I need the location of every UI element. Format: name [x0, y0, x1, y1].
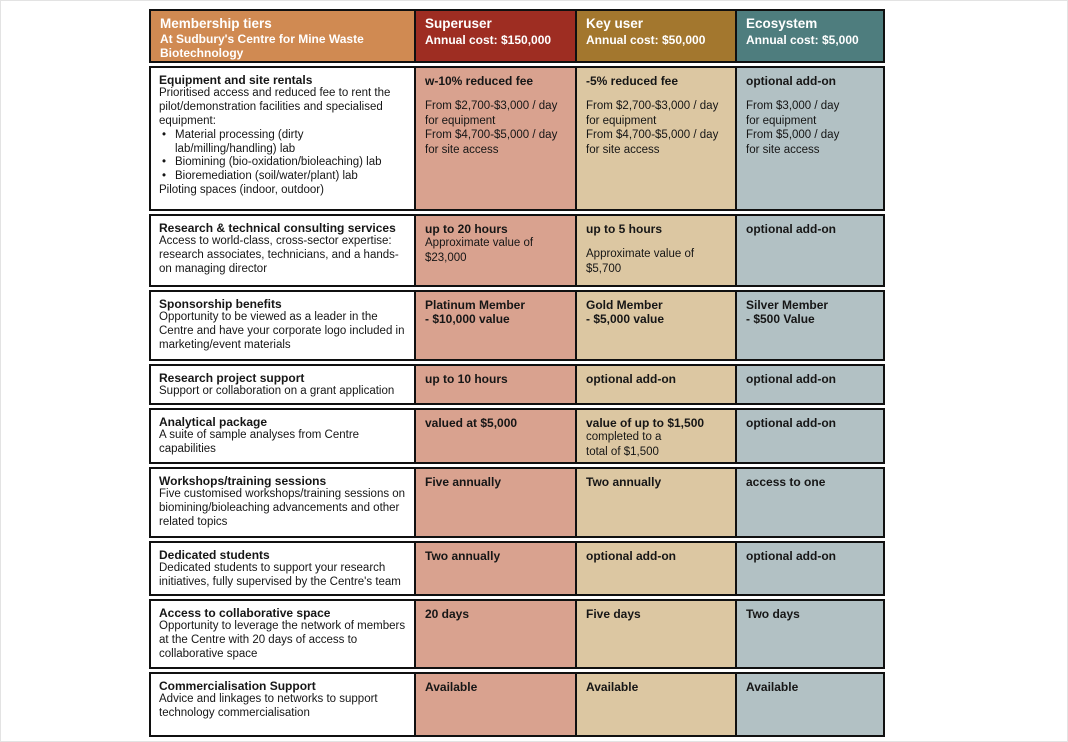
feature-title: Sponsorship benefits — [159, 297, 282, 311]
cell-line-bold: Silver Member — [746, 298, 829, 312]
table-row — [149, 408, 891, 464]
cell-line: From $3,000 / day — [746, 100, 840, 113]
cell-line-bold: - $5,000 value — [586, 312, 665, 327]
cell-line-bold: value of up to $1,500 — [586, 416, 705, 430]
feature-cell — [149, 408, 416, 464]
cell-line — [746, 88, 875, 99]
cell-ecosystem — [735, 66, 885, 211]
feature-desc: Support or collaboration on a grant application — [159, 385, 395, 398]
cell-line-bold: - $10,000 value — [425, 312, 510, 327]
cell-line-bold: up to 20 hours — [425, 222, 508, 236]
bullet-text: Biomining (bio-oxidation/bioleaching) lab — [175, 156, 382, 169]
table-row — [149, 290, 891, 361]
cell-line: From $4,700-$5,000 / day — [586, 129, 719, 142]
tier-header-superuser — [414, 9, 577, 63]
table-header-row — [149, 9, 891, 63]
feature-desc: Opportunity to be viewed as a leader in the Centre and have your corporate logo included in marketing/event materials — [159, 311, 405, 351]
table-subtitle: At Sudbury's Centre for Mine Waste Biotechnology — [160, 32, 364, 60]
cell-line-bold: optional add-on — [746, 416, 836, 430]
cell-line-bold: up to 5 hours — [586, 222, 662, 236]
cell-superuser — [414, 66, 577, 211]
cell-line-bold: Available — [746, 680, 799, 694]
feature-desc: Access to world-class, cross-sector expertise: research associates, technicians, and a hands-on managing director — [159, 235, 399, 275]
tier-name-ecosystem: Ecosystem — [746, 16, 818, 31]
cell-superuser — [414, 214, 577, 287]
cell-line — [425, 88, 567, 99]
cell-line: for site access — [586, 143, 660, 156]
bullet-icon: • — [162, 156, 167, 169]
cell-line: $5,700 — [586, 262, 622, 275]
cell-ecosystem — [735, 408, 885, 464]
cell-ecosystem — [735, 214, 885, 287]
cell-superuser — [414, 364, 577, 405]
feature-bullet — [159, 156, 408, 170]
feature-desc: Prioritised access and reduced fee to rent the pilot/demonstration facilities and specialised equipment: — [159, 87, 391, 127]
cell-line: total of $1,500 — [586, 445, 659, 458]
feature-cell — [149, 364, 416, 405]
feature-cell — [149, 541, 416, 596]
cell-line — [586, 236, 727, 247]
cell-line-bold: w-10% reduced fee — [425, 74, 534, 88]
cell-line-bold: optional add-on — [746, 549, 836, 563]
cell-line-bold: optional add-on — [746, 222, 836, 236]
cell-superuser — [414, 467, 577, 538]
cell-line: From $4,700-$5,000 / day — [425, 129, 558, 142]
cell-line-bold: Two days — [746, 607, 800, 621]
cell-keyuser — [575, 66, 737, 211]
cell-line-bold: Five annually — [425, 475, 502, 489]
cell-line: From $5,000 / day — [746, 129, 840, 142]
membership-tiers-table — [149, 9, 891, 740]
cell-line-bold: Gold Member — [586, 298, 663, 312]
table-row — [149, 672, 891, 737]
cell-superuser — [414, 541, 577, 596]
tier-name-keyuser: Key user — [586, 16, 644, 31]
bullet-icon: • — [162, 128, 167, 141]
cell-ecosystem — [735, 364, 885, 405]
tier-header-keyuser — [575, 9, 737, 63]
cell-line-bold: valued at $5,000 — [425, 416, 518, 430]
cell-keyuser — [575, 364, 737, 405]
cell-keyuser — [575, 599, 737, 669]
tiers-header-cell — [149, 9, 416, 63]
feature-cell — [149, 467, 416, 538]
cell-line: $23,000 — [425, 251, 467, 264]
feature-cell — [149, 599, 416, 669]
bullet-icon: • — [162, 170, 167, 183]
cell-line-bold: Two annually — [425, 549, 501, 563]
feature-title: Research & technical consulting services — [159, 221, 396, 235]
cell-line-bold: - $500 Value — [746, 312, 815, 327]
feature-desc: A suite of sample analyses from Centre capabilities — [159, 429, 360, 456]
cell-line: Approximate value of — [586, 248, 695, 261]
cell-line-bold: Two annually — [586, 475, 662, 489]
cell-keyuser — [575, 408, 737, 464]
feature-title: Equipment and site rentals — [159, 73, 313, 87]
feature-cell — [149, 66, 416, 211]
cell-line: for equipment — [746, 114, 817, 127]
cell-line: Approximate value of — [425, 237, 534, 250]
tier-name-superuser: Superuser — [425, 16, 492, 31]
tier-cost-keyuser: Annual cost: $50,000 — [586, 33, 706, 48]
feature-desc: Five customised workshops/training sessions on biomining/bioleaching advancements and other related topics — [159, 488, 406, 528]
cell-line: completed to a — [586, 431, 662, 444]
feature-bullet — [159, 170, 408, 184]
feature-bullet — [159, 129, 408, 157]
feature-title: Access to collaborative space — [159, 606, 331, 620]
feature-title: Research project support — [159, 371, 305, 385]
cell-ecosystem — [735, 541, 885, 596]
cell-keyuser — [575, 214, 737, 287]
feature-title: Dedicated students — [159, 548, 270, 562]
cell-superuser — [414, 599, 577, 669]
table-body — [149, 66, 891, 737]
cell-line-bold: optional add-on — [746, 74, 836, 88]
table-row — [149, 66, 891, 211]
table-title: Membership tiers — [160, 16, 272, 31]
table-row — [149, 214, 891, 287]
bullet-text: Material processing (dirty lab/milling/handling) lab — [175, 128, 304, 155]
cell-line-bold: 20 days — [425, 607, 470, 621]
feature-title: Commercialisation Support — [159, 679, 316, 693]
cell-line — [586, 88, 727, 99]
cell-keyuser — [575, 541, 737, 596]
cell-line-bold: Platinum Member — [425, 298, 526, 312]
cell-ecosystem — [735, 599, 885, 669]
cell-line: for site access — [746, 143, 820, 156]
feature-title: Analytical package — [159, 415, 268, 429]
cell-ecosystem — [735, 290, 885, 361]
bullet-text: Bioremediation (soil/water/plant) lab — [175, 170, 358, 183]
cell-keyuser — [575, 467, 737, 538]
feature-title: Workshops/training sessions — [159, 474, 327, 488]
feature-note: Piloting spaces (indoor, outdoor) — [159, 183, 324, 196]
feature-desc: Advice and linkages to networks to support technology commercialisation — [159, 693, 378, 720]
table-row — [149, 467, 891, 538]
cell-line: From $2,700-$3,000 / day — [425, 100, 558, 113]
feature-cell — [149, 672, 416, 737]
cell-line-bold: up to 10 hours — [425, 372, 508, 386]
feature-cell — [149, 290, 416, 361]
cell-keyuser — [575, 672, 737, 737]
cell-line-bold: optional add-on — [746, 372, 836, 386]
cell-ecosystem — [735, 467, 885, 538]
cell-line-bold: -5% reduced fee — [586, 74, 679, 88]
cell-superuser — [414, 408, 577, 464]
table-row — [149, 599, 891, 669]
cell-line: for equipment — [586, 114, 657, 127]
cell-line-bold: Available — [425, 680, 478, 694]
table-row — [149, 364, 891, 405]
cell-line-bold: Available — [586, 680, 639, 694]
cell-line-bold: optional add-on — [586, 372, 676, 386]
cell-line: for site access — [425, 143, 499, 156]
cell-keyuser — [575, 290, 737, 361]
cell-line-bold: optional add-on — [586, 549, 676, 563]
cell-line-bold: Five days — [586, 607, 641, 621]
feature-cell — [149, 214, 416, 287]
cell-ecosystem — [735, 672, 885, 737]
feature-desc: Opportunity to leverage the network of members at the Centre with 20 days of access to collaborative space — [159, 620, 406, 660]
tier-header-ecosystem — [735, 9, 885, 63]
cell-superuser — [414, 290, 577, 361]
cell-line: From $2,700-$3,000 / day — [586, 100, 719, 113]
table-row — [149, 541, 891, 596]
tier-cost-ecosystem: Annual cost: $5,000 — [746, 33, 859, 48]
cell-line-bold: access to one — [746, 475, 826, 489]
cell-superuser — [414, 672, 577, 737]
feature-desc: Dedicated students to support your research initiatives, fully supervised by the Centre's team — [159, 562, 401, 589]
cell-line: for equipment — [425, 114, 496, 127]
tier-cost-superuser: Annual cost: $150,000 — [425, 33, 552, 48]
